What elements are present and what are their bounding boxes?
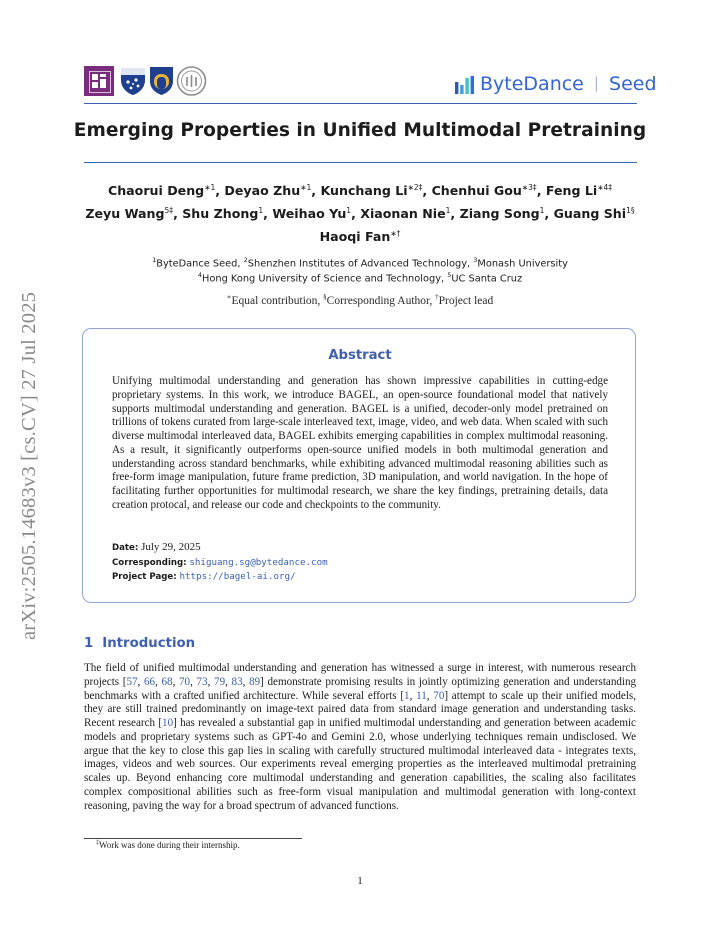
affiliation-mark: 4 bbox=[197, 271, 203, 279]
note-text: Project lead bbox=[438, 294, 494, 307]
author bbox=[182, 206, 263, 221]
author-mark: ∗2‡ bbox=[407, 183, 423, 192]
citation-link[interactable]: 10 bbox=[162, 717, 174, 729]
affiliation-name: ByteDance Seed bbox=[156, 258, 238, 270]
author bbox=[85, 206, 173, 221]
citation-link[interactable]: 68 bbox=[161, 675, 173, 688]
affiliation-mark: 3 bbox=[473, 256, 478, 264]
authors-line-3 bbox=[60, 229, 660, 244]
author-name: Weihao Yu bbox=[272, 206, 347, 222]
brand-wordmark bbox=[480, 73, 657, 95]
affiliation-name: UC Santa Cruz bbox=[451, 273, 523, 285]
author bbox=[460, 206, 545, 221]
arxiv-stamp: arXiv:2505.14683v3 [cs.CV] 27 Jul 2025 bbox=[18, 291, 40, 640]
footnote bbox=[96, 840, 240, 850]
corresponding-label: Corresponding: bbox=[112, 558, 187, 568]
abstract-heading: Abstract bbox=[328, 348, 392, 363]
note-text: Corresponding Author bbox=[326, 294, 430, 307]
header-rule bbox=[84, 103, 637, 104]
affiliation-mark: 5 bbox=[447, 271, 452, 279]
citation-link[interactable]: 89 bbox=[249, 675, 261, 688]
author-mark: 5‡ bbox=[164, 206, 174, 215]
gate-crest-icon bbox=[149, 66, 174, 96]
author bbox=[554, 206, 635, 221]
author-name: Ziang Song bbox=[459, 206, 540, 222]
citation-link[interactable]: 57 bbox=[126, 675, 138, 688]
authors-line-2: Zeyu Wang$^{5\ddagger}$, Shu Zhong$^1$, Weihao Yu$^1$, Xiaonan Nie$^1$, Ziang Song$^1$, Guang Shi$^{1\S}$ bbox=[85, 206, 635, 222]
abstract-corresponding bbox=[112, 556, 328, 568]
author-mark: 1 bbox=[258, 206, 264, 215]
introduction-body: The field of unified multimodal understanding and generation has witnessed a surge in interest, with numerous research projects [57, 66, 68, 70, 73, 79, 83, 89] demonstrate promising results in jointly optimizing generation and understanding benchmarks with a crafted unified architecture. While several efforts [1, 11, 70] attempt to scale up their unified models, they are still trained predominantly on image-text paired data from standard image generation and understanding tasks. Recent research [10] has revealed a substantial gap in unified multimodal understanding and generation between academic models and proprietary systems such as GPT-4o and Gemini 2.0, whose underlying techniques remain undisclosed. We argue that the key to close this gap lies in scaling with carefully structured multimodal interleaved data - integrates texts, images, videos and web sources. Our experiments reveal emerging properties as the interleaved multimodal pretraining scales up. Beyond enhancing core multimodal understanding and generation capabilities, the scaling also facilitates complex compositional abilities such as free-form visual manipulation and multimodal generation with long-context reasoning, paving the way for a broad spectrum of advanced functions. bbox=[84, 662, 637, 812]
institution-logo-purple bbox=[84, 66, 114, 96]
note-mark: ∗ bbox=[226, 293, 232, 301]
shield-crest-icon bbox=[119, 66, 147, 96]
abstract-body: Unifying multimodal understanding and generation has shown impressive capabilities in cutting-edge proprietary systems. In this work, we introduce BAGEL, an open-source foundational model that natively supports multimodal understanding and generation. BAGEL is a unified, decoder-only model pretrained on trillions of tokens curated from large-scale interleaved text, image, video, and web data. When scaled with such diverse multimodal interleaved data, BAGEL exhibits emerging capabilities in complex multimodal reasoning. As a result, it significantly outperforms open-source unified models in both multimodal generation and understanding across standard benchmarks, while exhibiting advanced multimodal reasoning abilities such as free-form image manipulation, future frame prediction, 3D manipulation, and world navigation. In the hope of facilitating further opportunities for multimodal research, we share the key findings, pretraining details, data creation protocal, and release our code and checkpoints to the community. bbox=[112, 375, 608, 511]
abstract-date bbox=[112, 541, 201, 553]
footnote-text: Work was done during their internship. bbox=[99, 840, 240, 850]
citation-link[interactable]: 73 bbox=[196, 675, 208, 688]
note-mark: † bbox=[435, 293, 439, 301]
author-notes: ∗Equal contribution, §Corresponding Author, †Project lead bbox=[226, 293, 494, 307]
affiliation-name: Monash University bbox=[477, 258, 568, 270]
author-name: Deyao Zhu bbox=[224, 183, 301, 199]
section-title: Introduction bbox=[102, 636, 196, 651]
authors-line-1: Chaorui Deng$^{∗1}$, Deyao Zhu$^{∗1}$, Kunchang $Li^{∗2\ddagger}$, Chenhui Gou$^{∗3\ddagger}$, Feng $Li^{∗4\ddagger}$ bbox=[107, 183, 613, 199]
author-mark: 1 bbox=[346, 206, 352, 215]
citation-link[interactable]: 66 bbox=[143, 675, 156, 688]
affiliations-line-2: $^4$Hong Kong University of Science and Technology, $^5$UC Santa Cruz bbox=[197, 271, 523, 285]
author-mark: ∗1 bbox=[300, 183, 312, 192]
author-mark: 1§ bbox=[626, 206, 635, 215]
author-name: Xiaonan Nie bbox=[360, 206, 446, 222]
title-rule bbox=[84, 162, 637, 163]
author bbox=[320, 183, 422, 198]
affiliation-name: Hong Kong University of Science and Technology bbox=[202, 273, 441, 285]
author-name: Zeyu Wang bbox=[85, 206, 165, 222]
author bbox=[432, 183, 537, 198]
section-number: 1 bbox=[84, 636, 94, 651]
author bbox=[320, 229, 401, 244]
author-name: Guang Shi bbox=[553, 206, 627, 222]
note-text: Equal contribution bbox=[231, 294, 318, 307]
footnote-mark: ‡ bbox=[96, 840, 99, 846]
note-mark: § bbox=[323, 293, 327, 301]
project-page-link[interactable]: https://bagel-ai.org/ bbox=[179, 571, 296, 582]
author-mark: ∗4‡ bbox=[597, 183, 613, 192]
author-mark: ∗1 bbox=[204, 183, 216, 192]
citation-link[interactable]: 70 bbox=[433, 689, 445, 702]
footnote-rule bbox=[84, 838, 302, 839]
author-mark: 1 bbox=[445, 206, 451, 215]
section-heading-introduction bbox=[84, 636, 195, 651]
paper-title: Emerging Properties in Unified Multimodal Pretraining bbox=[73, 120, 647, 141]
bytedance-logo-icon bbox=[455, 76, 477, 94]
author-mark: 1 bbox=[539, 206, 545, 215]
author-mark: ∗† bbox=[390, 229, 401, 238]
author bbox=[360, 206, 450, 221]
date-label: Date: bbox=[112, 543, 139, 553]
affiliations-line-1: $^1$ByteDance Seed, $^2$Shenzhen Institutes of Advanced Technology, $^3$Monash University bbox=[152, 256, 568, 270]
project-page-label: Project Page: bbox=[112, 572, 177, 582]
date-value: July 29, 2025 bbox=[141, 541, 201, 553]
author bbox=[546, 183, 612, 198]
author-name: Feng Li bbox=[545, 183, 598, 199]
author-name: Haoqi Fan bbox=[319, 229, 391, 245]
citation-link[interactable]: 79 bbox=[214, 675, 226, 688]
author bbox=[108, 183, 215, 198]
corresponding-email-link[interactable]: shiguang.sg@bytedance.com bbox=[189, 557, 328, 568]
abstract-project-page bbox=[112, 570, 296, 582]
citation-link[interactable]: 70 bbox=[179, 675, 191, 688]
brand-name: ByteDance bbox=[480, 73, 584, 95]
citation-link[interactable]: 83 bbox=[231, 675, 243, 688]
author-name: Shu Zhong bbox=[182, 206, 259, 222]
page-number: 1 bbox=[357, 875, 363, 887]
citation-link[interactable]: 1 bbox=[404, 689, 410, 702]
author-name: Chenhui Gou bbox=[431, 183, 522, 199]
affiliation-mark: 2 bbox=[243, 256, 248, 264]
brand-sub: Seed bbox=[609, 73, 657, 95]
citation-link[interactable]: 11 bbox=[416, 689, 427, 702]
brand-divider: | bbox=[593, 74, 599, 92]
author-name: Kunchang Li bbox=[320, 183, 408, 199]
author bbox=[272, 206, 351, 221]
author bbox=[224, 183, 311, 198]
affiliation-name: Shenzhen Institutes of Advanced Technology bbox=[247, 258, 467, 270]
author-mark: ∗3‡ bbox=[521, 183, 537, 192]
seal-icon bbox=[176, 66, 207, 96]
affiliation-mark: 1 bbox=[152, 256, 157, 264]
author-name: Chaorui Deng bbox=[107, 183, 205, 199]
